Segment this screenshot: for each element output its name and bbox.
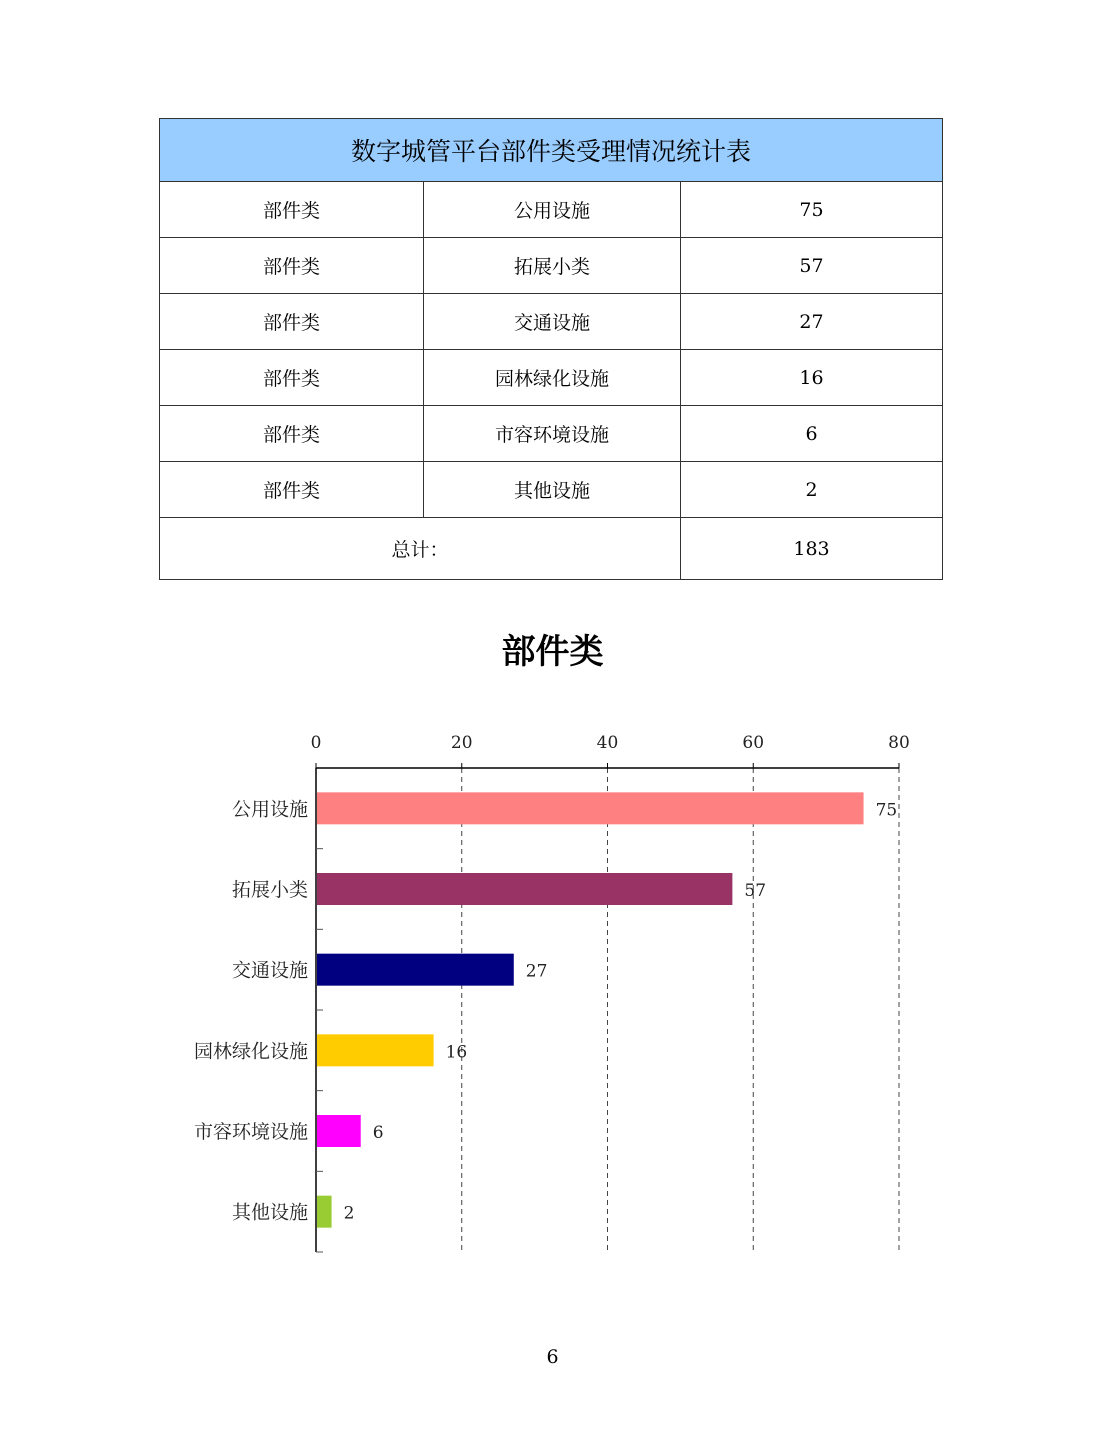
data-label: 27: [525, 961, 548, 982]
cell-count: 57: [681, 238, 943, 294]
cell-type: 部件类: [160, 238, 424, 294]
category-label: 公用设施: [231, 798, 308, 821]
table-row: [160, 238, 943, 294]
cell-type: 部件类: [160, 182, 424, 238]
cell-name: 其他设施: [424, 462, 681, 518]
data-label: 6: [372, 1123, 384, 1143]
cell-name: 市容环境设施: [424, 406, 681, 462]
x-tick-label: 60: [742, 733, 765, 753]
data-label: 2: [343, 1203, 355, 1224]
cell-name: 交通设施: [424, 294, 681, 350]
bar: [317, 792, 864, 824]
x-tick-label: 80: [888, 733, 910, 753]
total-label: 总计：: [160, 518, 681, 580]
data-label: 57: [744, 881, 767, 901]
x-tick-label: 40: [596, 733, 619, 753]
cell-count: 2: [681, 462, 943, 518]
table-row: [160, 406, 943, 462]
cell-count: 6: [681, 406, 943, 462]
cell-name: 园林绿化设施: [424, 350, 681, 406]
category-label: 拓展小类: [231, 879, 308, 901]
cell-count: 16: [681, 350, 943, 406]
category-label: 交通设施: [231, 959, 308, 982]
cell-count: 27: [681, 294, 943, 350]
table-row: [160, 182, 943, 238]
cell-type: 部件类: [160, 350, 424, 406]
stats-table: [159, 118, 943, 580]
cell-type: 部件类: [160, 294, 424, 350]
page-number: 6: [546, 1346, 559, 1368]
total-value: 183: [681, 518, 943, 580]
cell-type: 部件类: [160, 462, 424, 518]
cell-name: 拓展小类: [424, 238, 681, 294]
category-label: 市容环境设施: [193, 1121, 308, 1143]
table-title-row: [160, 119, 943, 182]
bar: [317, 1196, 332, 1228]
table-title: 数字城管平台部件类受理情况统计表: [160, 119, 943, 182]
cell-type: 部件类: [160, 406, 424, 462]
bar: [317, 1034, 434, 1066]
x-tick-label: 20: [450, 733, 473, 753]
chart-title: 部件类: [501, 632, 604, 672]
bar: [317, 1115, 361, 1147]
x-tick-label: 0: [310, 733, 322, 753]
data-label: 16: [445, 1042, 468, 1063]
category-label: 其他设施: [231, 1201, 308, 1224]
table-row: [160, 350, 943, 406]
category-label: 园林绿化设施: [193, 1040, 308, 1063]
table-total-row: [160, 518, 943, 580]
data-label: 75: [875, 800, 898, 821]
cell-count: 75: [681, 182, 943, 238]
cell-name: 公用设施: [424, 182, 681, 238]
table-row: [160, 462, 943, 518]
bar: [317, 873, 732, 905]
bar-chart: [0, 700, 1105, 1280]
bar: [317, 954, 514, 986]
table-row: [160, 294, 943, 350]
